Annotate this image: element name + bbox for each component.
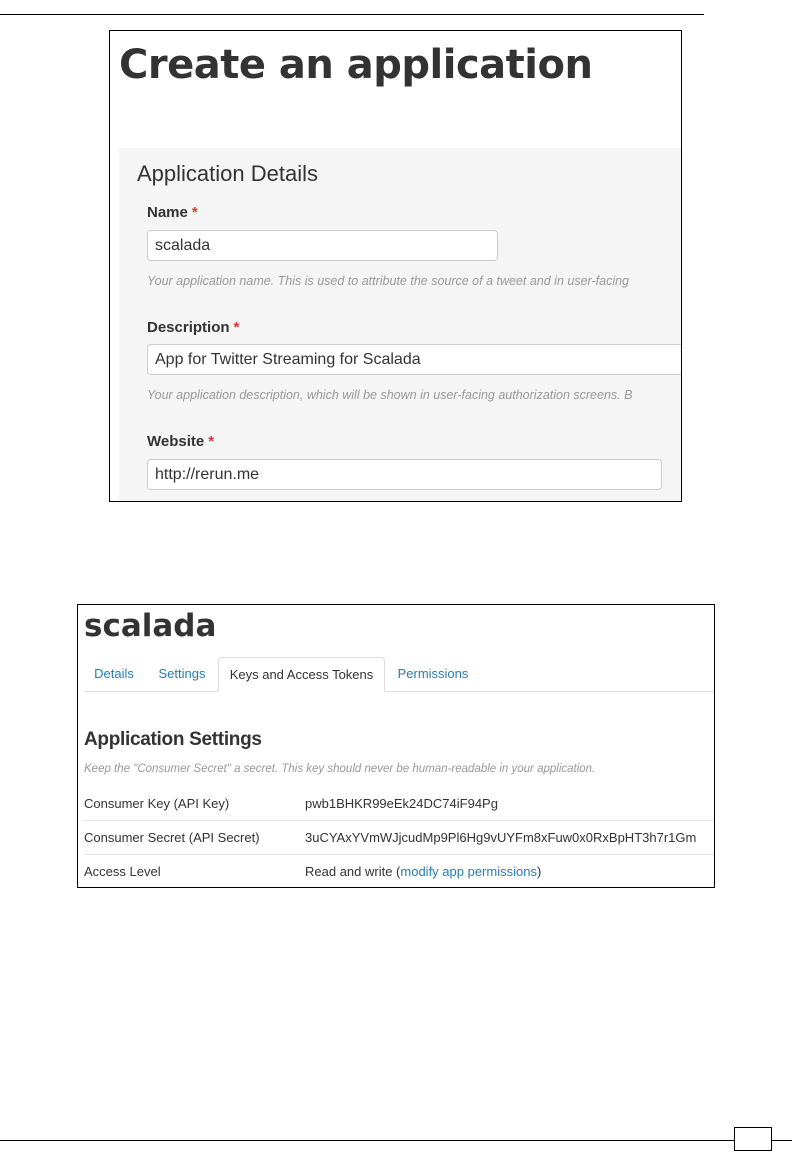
application-settings-heading: Application Settings — [84, 729, 262, 750]
website-label-text: Website — [147, 433, 205, 450]
tabs-divider — [84, 691, 715, 692]
website-input[interactable]: http://rerun.me — [147, 459, 662, 490]
required-marker: * — [191, 204, 198, 221]
required-marker: * — [208, 433, 215, 450]
required-marker: * — [233, 319, 240, 336]
settings-row-consumer-secret — [84, 821, 715, 855]
tab-keys-and-access-tokens[interactable]: Keys and Access Tokens — [218, 657, 385, 692]
description-input[interactable]: App for Twitter Streaming for Scalada — [147, 344, 682, 375]
page-top-rule — [0, 14, 704, 15]
access-level-value — [305, 855, 541, 888]
description-help-text: Your application description, which will be shown in user-facing authorization screens. B — [147, 388, 633, 402]
consumer-key-label: Consumer Key (API Key) — [84, 796, 230, 811]
access-level-suffix: ) — [536, 864, 542, 879]
website-label — [147, 433, 214, 450]
description-label-text: Description — [147, 319, 230, 336]
modify-app-permissions-link[interactable]: modify app permissions — [400, 864, 537, 879]
create-application-screenshot — [109, 30, 682, 502]
consumer-secret-label: Consumer Secret (API Secret) — [84, 830, 260, 845]
page-bottom-rule — [0, 1140, 792, 1141]
app-keys-screenshot — [77, 604, 715, 888]
page-title: Create an application — [119, 42, 593, 88]
tab-settings[interactable]: Settings — [158, 666, 206, 681]
page-number-box — [734, 1127, 772, 1151]
section-title: Application Details — [137, 161, 318, 186]
name-input[interactable]: scalada — [147, 230, 498, 261]
description-label — [147, 319, 239, 336]
tab-details[interactable]: Details — [94, 666, 134, 681]
name-help-text: Your application name. This is used to attribute the source of a tweet and in user-facing — [147, 274, 629, 288]
name-label-text: Name — [147, 204, 188, 221]
access-level-prefix: Read and write ( — [305, 864, 401, 879]
app-title: scalada — [84, 608, 217, 644]
name-label — [147, 204, 198, 221]
consumer-secret-value: 3uCYAxYVmWJjcudMp9Pl6Hg9vUYFm8xFuw0x0RxBpHT3h7r1Gm — [305, 830, 697, 845]
consumer-secret-note: Keep the "Consumer Secret" a secret. This key should never be human-readable in your application. — [84, 763, 596, 775]
tab-permissions[interactable]: Permissions — [397, 666, 469, 681]
consumer-key-value: pwb1BHKR99eEk24DC74iF94Pg — [305, 796, 498, 811]
settings-row-access-level — [84, 855, 715, 888]
access-level-label: Access Level — [84, 864, 161, 879]
settings-row-consumer-key — [84, 787, 715, 821]
